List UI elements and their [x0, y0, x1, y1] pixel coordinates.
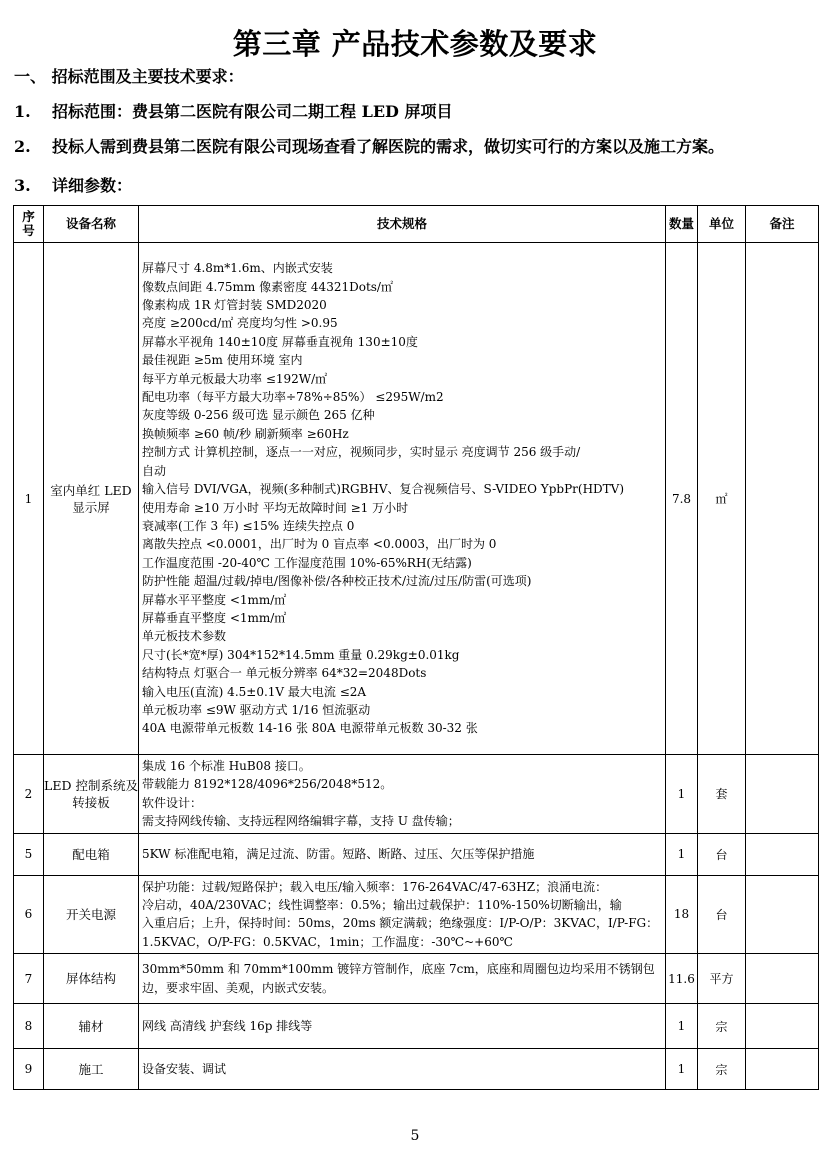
cell-qty: 1	[666, 1004, 698, 1049]
spec-line: 保护功能：过载/短路保护；载入电压/输入频率：176-264VAC/47-63HZ；浪涌电流：	[142, 879, 608, 894]
header-note: 备注	[746, 206, 819, 243]
spec-line: 亮度 ≥200cd/㎡ 亮度均匀性 >0.95	[142, 316, 338, 331]
spec-line: 设备安装、调试	[142, 1062, 227, 1077]
header-seq: 序号	[14, 206, 44, 243]
table-row	[14, 833, 819, 875]
table-row	[14, 954, 819, 1004]
cell-qty: 1	[666, 1049, 698, 1090]
spec-line: 边，要求牢固、美观，内嵌式安装。	[142, 980, 335, 995]
table-header-row	[14, 206, 819, 243]
cell-spec	[139, 833, 666, 875]
cell-seq: 6	[14, 875, 44, 954]
spec-line: 入重启后；上升，保持时间：50ms，20ms 额定满载；绝缘强度：I/P-O/P：3KVAC，I/P-FG：	[142, 916, 659, 931]
cell-name: 开关电源	[44, 875, 139, 954]
cell-qty: 1	[666, 833, 698, 875]
item-text: 投标人需到费县第二医院有限公司现场查看了解医院的需求，做切实可行的方案以及施工方案。	[52, 137, 725, 156]
cell-spec	[139, 755, 666, 834]
item-text: 招标范围：费县第二医院有限公司二期工程 LED 屏项目	[52, 102, 453, 121]
spec-line: 结构特点 灯驱合一 单元板分辨率 64*32=2048Dots	[142, 666, 427, 681]
cell-qty: 18	[666, 875, 698, 954]
spec-line: 单元板功率 ≤9W 驱动方式 1/16 恒流驱动	[142, 702, 371, 717]
spec-line: 冷启动，40A/230VAC；线性调整率：0.5%；输出过载保护：110%-150%切断输出，输	[142, 898, 622, 913]
spec-line: 最佳视距 ≥5m 使用环境 室内	[142, 353, 303, 368]
spec-line: 像数点间距 4.75mm 像素密度 44321Dots/㎡	[142, 279, 393, 294]
cell-spec	[139, 1049, 666, 1090]
spec-line: 单元板技术参数	[142, 629, 227, 644]
spec-line: 软件设计：	[142, 795, 203, 810]
cell-unit: 台	[698, 875, 746, 954]
spec-table	[13, 205, 819, 1090]
item-2	[14, 134, 724, 157]
cell-name: 室内单红 LED 显示屏	[44, 243, 139, 755]
spec-line: 屏幕水平平整度 <1mm/㎡	[142, 592, 287, 607]
cell-qty: 11.6	[666, 954, 698, 1004]
spec-line: 30mm*50mm 和 70mm*100mm 镀锌方管制作，底座 7cm，底座和周圈包边均采用不锈钢包	[142, 962, 655, 977]
spec-line: 40A 电源带单元板数 14-16 张 80A 电源带单元板数 30-32 张	[142, 721, 478, 736]
spec-line: 离散失控点 <0.0001，出厂时为 0 盲点率 <0.0003，出厂时为 0	[142, 537, 497, 552]
cell-note	[746, 833, 819, 875]
cell-name: 屏体结构	[44, 954, 139, 1004]
cell-seq: 5	[14, 833, 44, 875]
spec-line: 每平方单元板最大功率 ≤192W/㎡	[142, 371, 328, 386]
cell-note	[746, 954, 819, 1004]
cell-name: 辅材	[44, 1004, 139, 1049]
item-3	[14, 173, 132, 196]
cell-unit: 台	[698, 833, 746, 875]
cell-spec	[139, 1004, 666, 1049]
spec-line: 集成 16 个标准 HuB08 接口。	[142, 759, 311, 773]
cell-seq: 7	[14, 954, 44, 1004]
cell-seq: 9	[14, 1049, 44, 1090]
cell-seq: 2	[14, 755, 44, 834]
table-row	[14, 755, 819, 834]
cell-note	[746, 1049, 819, 1090]
spec-line: 屏幕垂直平整度 <1mm/㎡	[142, 610, 287, 625]
chapter-title: 第三章 产品技术参数及要求	[232, 27, 598, 61]
header-spec: 技术规格	[139, 206, 666, 243]
cell-seq: 1	[14, 243, 44, 755]
spec-line: 衰减率(工作 3 年) ≤15% 连续失控点 0	[142, 518, 355, 533]
cell-unit: 宗	[698, 1004, 746, 1049]
table-row	[14, 1049, 819, 1090]
spec-line: 换帧频率 ≥60 帧/秒 刷新频率 ≥60Hz	[142, 426, 349, 441]
spec-line: 尺寸(长*宽*厚) 304*152*14.5mm 重量 0.29kg±0.01kg	[142, 647, 460, 662]
spec-line: 屏幕尺寸 4.8m*1.6m、内嵌式安装	[142, 261, 333, 276]
spec-line: 网线 高清线 护套线 16p 排线等	[142, 1019, 313, 1034]
spec-line: 防护性能 超温/过载/掉电/图像补偿/各种校正技术/过流/过压/防雷(可选项)	[142, 574, 532, 589]
spec-line: 屏幕水平视角 140±10度 屏幕垂直视角 130±10度	[142, 334, 418, 349]
cell-unit: 平方	[698, 954, 746, 1004]
cell-name: 施工	[44, 1049, 139, 1090]
header-qty: 数量	[666, 206, 698, 243]
cell-note	[746, 1004, 819, 1049]
page-number: 5	[410, 1128, 420, 1144]
item-number: 2.	[14, 137, 31, 156]
spec-line: 控制方式 计算机控制，逐点一一对应，视频同步，实时显示 亮度调节 256 级手动/	[142, 445, 581, 460]
spec-line: 灰度等级 0-256 级可选 显示颜色 265 亿种	[142, 408, 375, 423]
cell-name: LED 控制系统及转接板	[44, 755, 139, 834]
table-row	[14, 1004, 819, 1049]
item-1	[14, 99, 452, 122]
cell-spec	[139, 243, 666, 755]
item-number: 1.	[14, 102, 31, 121]
cell-seq: 8	[14, 1004, 44, 1049]
cell-note	[746, 755, 819, 834]
header-unit: 单位	[698, 206, 746, 243]
spec-line: 配电功率（每平方最大功率÷78%÷85%） ≤295W/m2	[142, 390, 444, 405]
item-text: 详细参数：	[52, 176, 133, 195]
spec-line: 使用寿命 ≥10 万小时 平均无故障时间 ≥1 万小时	[142, 500, 409, 515]
spec-line: 需支持网线传输、支持远程网络编辑字幕，支持 U 盘传输；	[142, 814, 460, 829]
cell-unit: ㎡	[698, 243, 746, 755]
spec-line: 工作温度范围 -20-40℃ 工作湿度范围 10%-65%RH(无结露)	[142, 555, 472, 570]
spec-line: 带载能力 8192*128/4096*256/2048*512。	[142, 777, 393, 792]
spec-line: 自动	[142, 463, 167, 478]
cell-unit: 宗	[698, 1049, 746, 1090]
section-heading: 一、 招标范围及主要技术要求：	[14, 67, 244, 86]
header-name: 设备名称	[44, 206, 139, 243]
cell-spec	[139, 954, 666, 1004]
cell-name: 配电箱	[44, 833, 139, 875]
spec-line: 5KW 标准配电箱，满足过流、防雷。短路、断路、过压、欠压等保护措施	[142, 846, 535, 861]
spec-line: 输入信号 DVI/VGA，视频(多种制式)RGBHV、复合视频信号、S-VIDEO YpbPr(HDTV)	[142, 482, 625, 497]
cell-qty: 7.8	[666, 243, 698, 755]
table-row	[14, 243, 819, 755]
spec-line: 1.5KVAC，O/P-FG：0.5KVAC，1min；工作温度：-30℃~+60℃	[142, 934, 513, 949]
spec-line: 输入电压(直流) 4.5±0.1V 最大电流 ≤2A	[142, 684, 367, 699]
cell-unit: 套	[698, 755, 746, 834]
cell-note	[746, 875, 819, 954]
table-row	[14, 875, 819, 954]
cell-spec	[139, 875, 666, 954]
cell-qty: 1	[666, 755, 698, 834]
item-number: 3.	[14, 176, 31, 195]
spec-line: 像素构成 1R 灯管封装 SMD2020	[142, 298, 327, 313]
cell-note	[746, 243, 819, 755]
